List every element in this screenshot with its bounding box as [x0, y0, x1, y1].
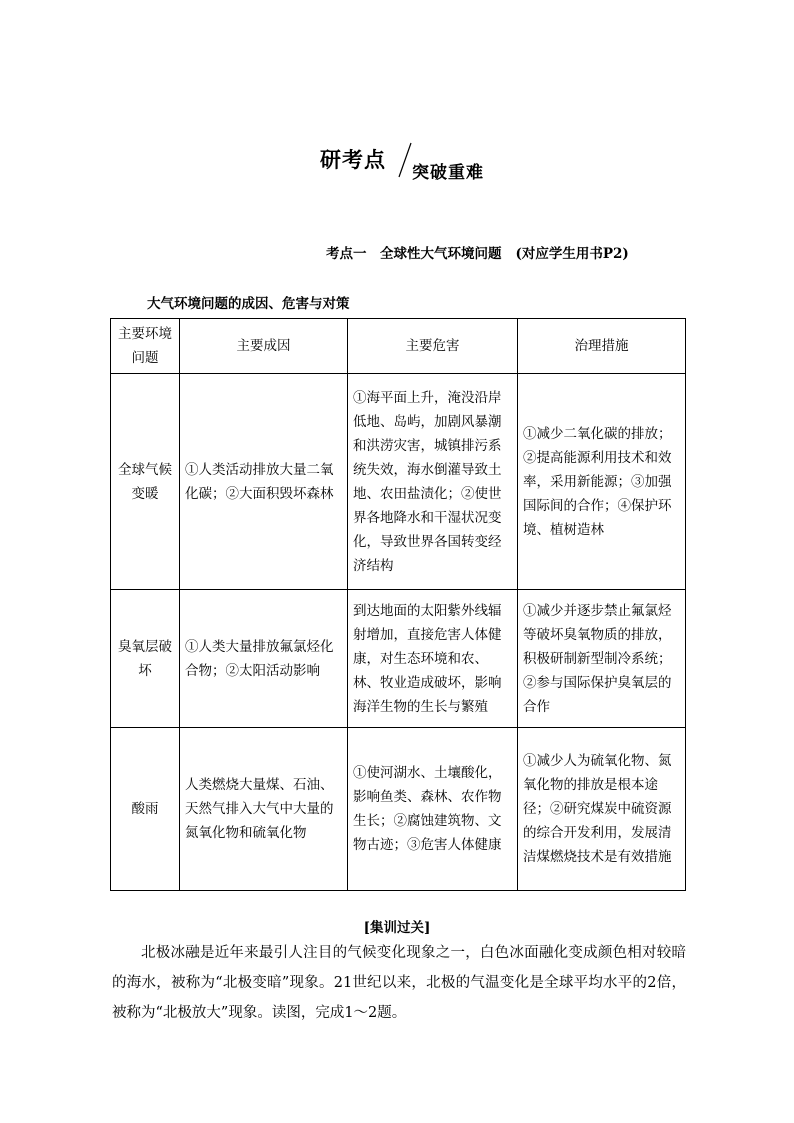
table-row: [111, 590, 686, 728]
section-title: 考点一 全球性大气环境问题: [326, 246, 502, 262]
harm-cell: ①海平面上升，淹没沿岸低地、岛屿，加剧风暴潮和洪涝灾害，城镇排污系统失效，海水倒灌导致土地、农田盐渍化；②使世界各地降水和干湿状况变化，导致世界各国转变经济结构: [348, 374, 518, 590]
issue-cell: 臭氧层破坏: [111, 590, 180, 728]
section-heading: [326, 242, 629, 262]
measures-cell: ①减少并逐步禁止氟氯烃等破坏臭氧物质的排放，积极研制新型制冷系统；②参与国际保护臭氧层的合作: [518, 590, 686, 728]
table-header-row: [111, 319, 686, 374]
harm-cell: ①使河湖水、土壤酸化，影响鱼类、森林、农作物生长；②腐蚀建筑物、文物古迹；③危害人体健康: [348, 728, 518, 891]
section-banner: [0, 140, 794, 184]
cause-cell: ①人类活动排放大量二氧化碳；②大面积毁坏森林: [180, 374, 348, 590]
table-caption: 大气环境问题的成因、危害与对策: [147, 296, 350, 312]
section-book-reference: (对应学生用书P2): [515, 246, 629, 262]
banner-slash-divider: [398, 142, 412, 178]
table-row: [111, 374, 686, 590]
header-cause: 主要成因: [180, 319, 348, 374]
issue-cell: 酸雨: [111, 728, 180, 891]
environment-issues-table: [110, 318, 686, 891]
issue-cell: 全球气候变暖: [111, 374, 180, 590]
question-paragraph: 北极冰融是近年来最引人注目的气候变化现象之一，白色冰面融化变成颜色相对较暗的海水，被称为“北极变暗”现象。21世纪以来，北极的气温变化是全球平均水平的2倍，被称为“北极放大”现象。读图，完成1～2题。: [112, 945, 686, 1021]
banner-subtitle: 突破重难: [412, 163, 484, 183]
header-harm: 主要危害: [348, 319, 518, 374]
practice-heading: [集训过关]: [363, 920, 431, 936]
cause-cell: 人类燃烧大量煤、石油、天然气排入大气中大量的氮氧化物和硫氧化物: [180, 728, 348, 891]
cause-cell: ①人类大量排放氟氯烃化合物；②太阳活动影响: [180, 590, 348, 728]
measures-cell: ①减少人为硫氧化物、氮氧化物的排放是根本途径；②研究煤炭中硫资源的综合开发利用，发展清洁煤燃烧技术是有效措施: [518, 728, 686, 891]
measures-cell: ①减少二氧化碳的排放；②提高能源利用技术和效率，采用新能源；③加强国际间的合作；④保护环境、植树造林: [518, 374, 686, 590]
table-row: [111, 728, 686, 891]
header-issue: 主要环境问题: [111, 319, 180, 374]
banner-main-title: 研考点: [320, 148, 386, 172]
header-measures: 治理措施: [518, 319, 686, 374]
harm-cell: 到达地面的太阳紫外线辐射增加，直接危害人体健康，对生态环境和农、林、牧业造成破坏，影响海洋生物的生长与繁殖: [348, 590, 518, 728]
